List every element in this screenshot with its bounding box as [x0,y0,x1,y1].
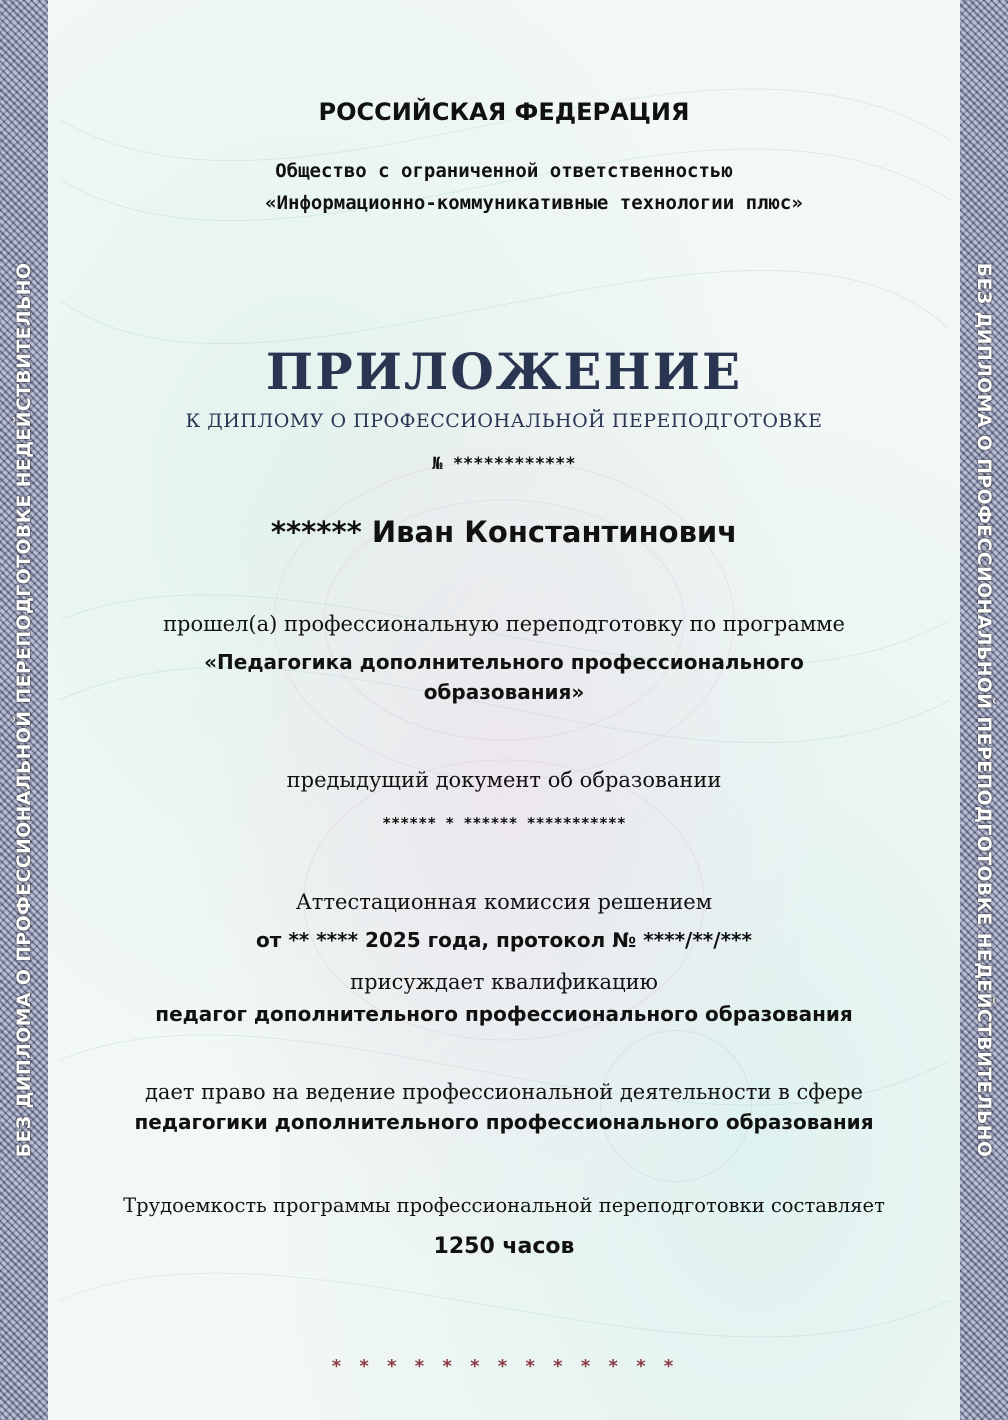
completed-text: прошел(а) профессиональную переподготовку по программе [163,612,845,636]
document-title: ПРИЛОЖЕНИЕ [265,342,743,401]
hours-value: 1250 часов [433,1234,575,1259]
left-border-text: БЕЗ ДИПЛОМА О ПРОФЕССИОНАЛЬНОЙ ПЕРЕПОДГОТОВКЕ НЕДЕЙСТВИТЕЛЬНО [13,262,35,1158]
faint-seal [600,1030,752,1182]
organization-name: «Информационно-коммуникативные технологии плюс» [265,192,803,214]
rights-field: педагогики дополнительного профессионального образования [134,1110,874,1134]
commission-text: Аттестационная комиссия решением [295,890,713,914]
rights-label: дает право на ведение профессиональной деятельности в сфере [145,1080,863,1104]
document-number: № ************ [432,454,576,474]
qualification-label: присуждает квалификацию [350,970,658,994]
program-name-line1: «Педагогика дополнительного профессионального [204,650,804,674]
holder-name: ****** Иван Константинович [270,515,738,549]
qualification-value: педагог дополнительного профессионального образования [155,1002,853,1026]
document-subtitle: К ДИПЛОМУ О ПРОФЕССИОНАЛЬНОЙ ПЕРЕПОДГОТОВКЕ [185,410,823,432]
commission-decision: от ** **** 2025 года, протокол № ****/**/*** [256,928,752,952]
country-heading: РОССИЙСКАЯ ФЕДЕРАЦИЯ [318,98,690,126]
hours-label: Трудоемкость программы профессиональной переподготовки составляет [123,1194,885,1217]
serial-number: * * * * * * * * * * * * * [331,1356,677,1377]
program-name-line2: образования» [423,680,585,704]
previous-document-value: ****** * ****** *********** [382,814,626,832]
right-border-text: БЕЗ ДИПЛОМА О ПРОФЕССИОНАЛЬНОЙ ПЕРЕПОДГОТОВКЕ НЕДЕЙСТВИТЕЛЬНО [973,262,995,1158]
previous-document-label: предыдущий документ об образовании [286,768,722,792]
organization-type: Общество с ограниченной ответственностью [275,160,733,182]
